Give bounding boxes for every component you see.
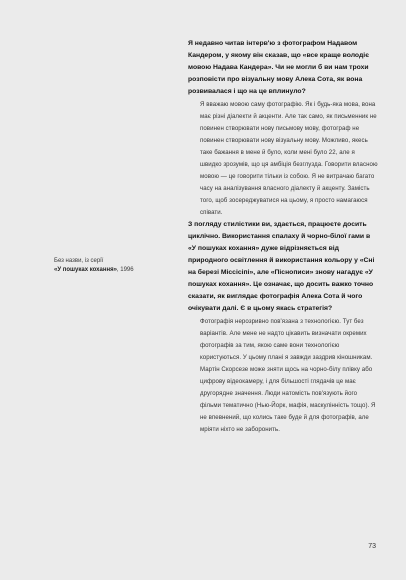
interview-question: З погляду стилістики ви, здається, працюєте досить циклічно. Використання спалаху й чорно-білої гами в «У пошуках кохання» дуже відрізняється від природного освітлення й використання кольору у «Сні на березі Міссісіпі», але «Піснописи» знову нагадує «У пошуках кохання». Це означає, що досить важко точно сказати, як виглядає фотографія Алека Сота й чого очікувати далі. Є в цьому якась стратегія? [188,221,375,312]
qa-block-2 [188,219,378,436]
interview-answer: Фотографія нерозривно пов'язана з технологією. Тут без варіантів. Але мене не надто цікавить визначати окремих фотографів за тим, якою саме вони технологією користуються. У цьому плані я завжди заздрив кіношникам. Мартін Скорсезе може зняти щось на чорно-білу плівку або цифрову відеокамеру, і для більшості глядачів це має другорядне значення. Люди натомість пов'язують його фільми тематично (Нью-Йорк, мафія, маскулінність тощо). Я не впевнений, що колись таке буде й для фотографів, але мріяти ніхто не заборонить. [200,318,376,433]
caption-series-line [54,266,174,275]
caption-title: Без назви, із серії [54,258,104,264]
interview-answer: Я вважаю мовою саму фотографію. Як і будь-яка мова, вона має різні діалекти й акценти. Але так само, як письменник не повинен створювати нову письмову мову, фотограф не повинен створювати нову візуальну мову. Можливо, якесь таке бажання в мене й було, коли мені було 22, але я швидко зрозумів, що ця амбіція безглузда. Говорити власною мовою — це говорити тільки із собою. Я не витрачаю багато часу на аналізування власного діалекту й акценту. Замість того, щоб зосереджуватися на цьому, я просто намагаюся співати. [200,101,378,216]
caption-series-name: «У пошуках кохання» [54,267,117,273]
caption-year: , 1996 [116,267,134,273]
interview-question: Я недавно читав інтерв'ю з фотографом Надавом Кандером, у якому він сказав, що «все краще володіє мовою Надава Кандера». Чи не могли б ви нам трохи розповісти про візуальну мову Алека Сота, як вона розвивалася і що на це вплинуло? [188,40,369,95]
photo-caption [54,257,174,275]
page-number: 73 [368,543,376,550]
qa-block-1 [188,38,378,219]
